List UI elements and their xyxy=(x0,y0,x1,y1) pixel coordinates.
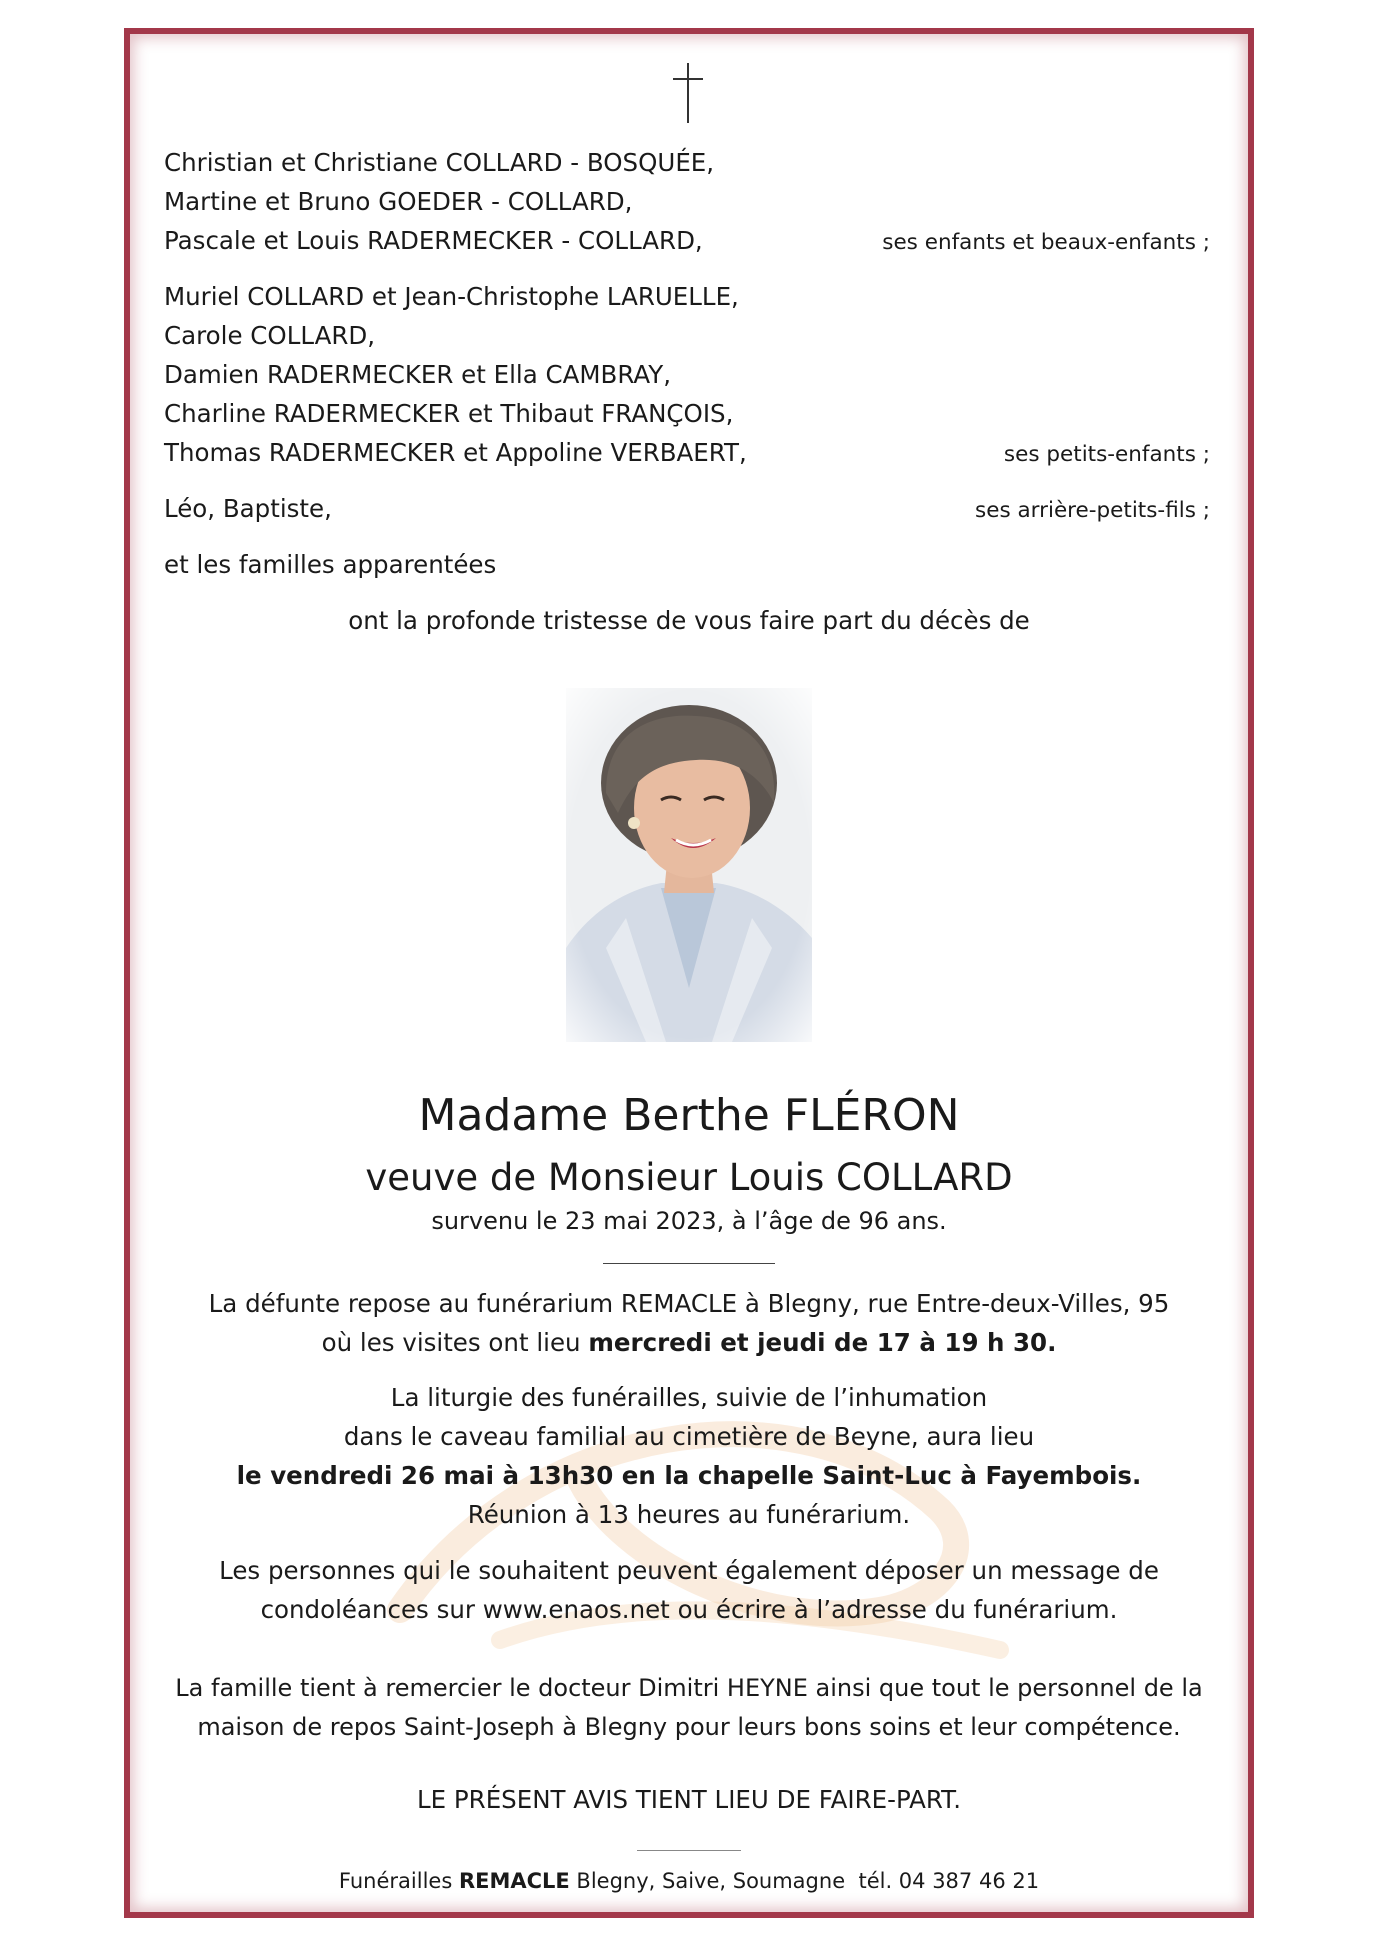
cross-icon xyxy=(673,63,703,123)
children-role: ses enfants et beaux-enfants ; xyxy=(882,230,1210,255)
condolences-line: condoléances sur www.enaos.net ou écrire à l’adresse du funérarium. xyxy=(260,1595,1118,1624)
liturgy-line: dans le caveau familial au cimetière de Beyne, aura lieu xyxy=(343,1422,1035,1451)
deceased-widow-of: veuve de Monsieur Louis COLLARD xyxy=(365,1156,1013,1199)
visitation-hours: où les visites ont lieu mercredi et jeudi de 17 à 19 h 30. xyxy=(321,1328,1057,1357)
grandchild-line: Charline RADERMECKER et Thibaut FRANÇOIS, xyxy=(164,399,734,428)
child-line: Pascale et Louis RADERMECKER - COLLARD, xyxy=(164,226,703,255)
grandchildren-role: ses petits-enfants ; xyxy=(1003,442,1210,467)
great-grandchildren-line: Léo, Baptiste, xyxy=(164,494,332,523)
footer: Funérailles REMACLE Blegny, Saive, Soumagne tél. 04 387 46 21 xyxy=(338,1869,1040,1893)
great-grandchildren-role: ses arrière-petits-fils ; xyxy=(975,498,1210,523)
separator-line xyxy=(603,1263,775,1264)
liturgy-line: La liturgie des funérailles, suivie de l’inhumation xyxy=(390,1383,988,1412)
thanks-line: maison de repos Saint-Joseph à Blegny pour leurs bons soins et leur compétence. xyxy=(197,1713,1181,1741)
announcement: ont la profonde tristesse de vous faire part du décès de xyxy=(348,606,1030,635)
condolences-line: Les personnes qui le souhaitent peuvent également déposer un message de xyxy=(219,1556,1159,1585)
grandchild-line: Muriel COLLARD et Jean-Christophe LARUELLE, xyxy=(164,282,739,311)
grandchild-line: Damien RADERMECKER et Ella CAMBRAY, xyxy=(164,360,671,389)
liturgy-date: le vendredi 26 mai à 13h30 en la chapelle Saint-Luc à Fayembois. xyxy=(236,1461,1142,1490)
child-line: Martine et Bruno GOEDER - COLLARD, xyxy=(164,187,633,216)
thanks-line: La famille tient à remercier le docteur Dimitri HEYNE ainsi que tout le personnel de la xyxy=(175,1674,1203,1702)
deceased-name: Madame Berthe FLÉRON xyxy=(418,1090,960,1141)
notice: LE PRÉSENT AVIS TIENT LIEU DE FAIRE-PART. xyxy=(416,1785,961,1814)
visitation-line: La défunte repose au funérarium REMACLE à Blegny, rue Entre-deux-Villes, 95 xyxy=(208,1289,1170,1318)
grandchild-line: Thomas RADERMECKER et Appoline VERBAERT, xyxy=(164,438,747,467)
families-line: et les familles apparentées xyxy=(164,550,497,579)
footer-separator xyxy=(637,1850,741,1851)
grandchild-line: Carole COLLARD, xyxy=(164,321,376,350)
child-line: Christian et Christiane COLLARD - BOSQUÉE, xyxy=(164,148,715,177)
portrait-photo xyxy=(566,688,812,1042)
deceased-death-date: survenu le 23 mai 2023, à l’âge de 96 ans. xyxy=(431,1207,947,1235)
liturgy-meeting: Réunion à 13 heures au funérarium. xyxy=(467,1500,911,1529)
